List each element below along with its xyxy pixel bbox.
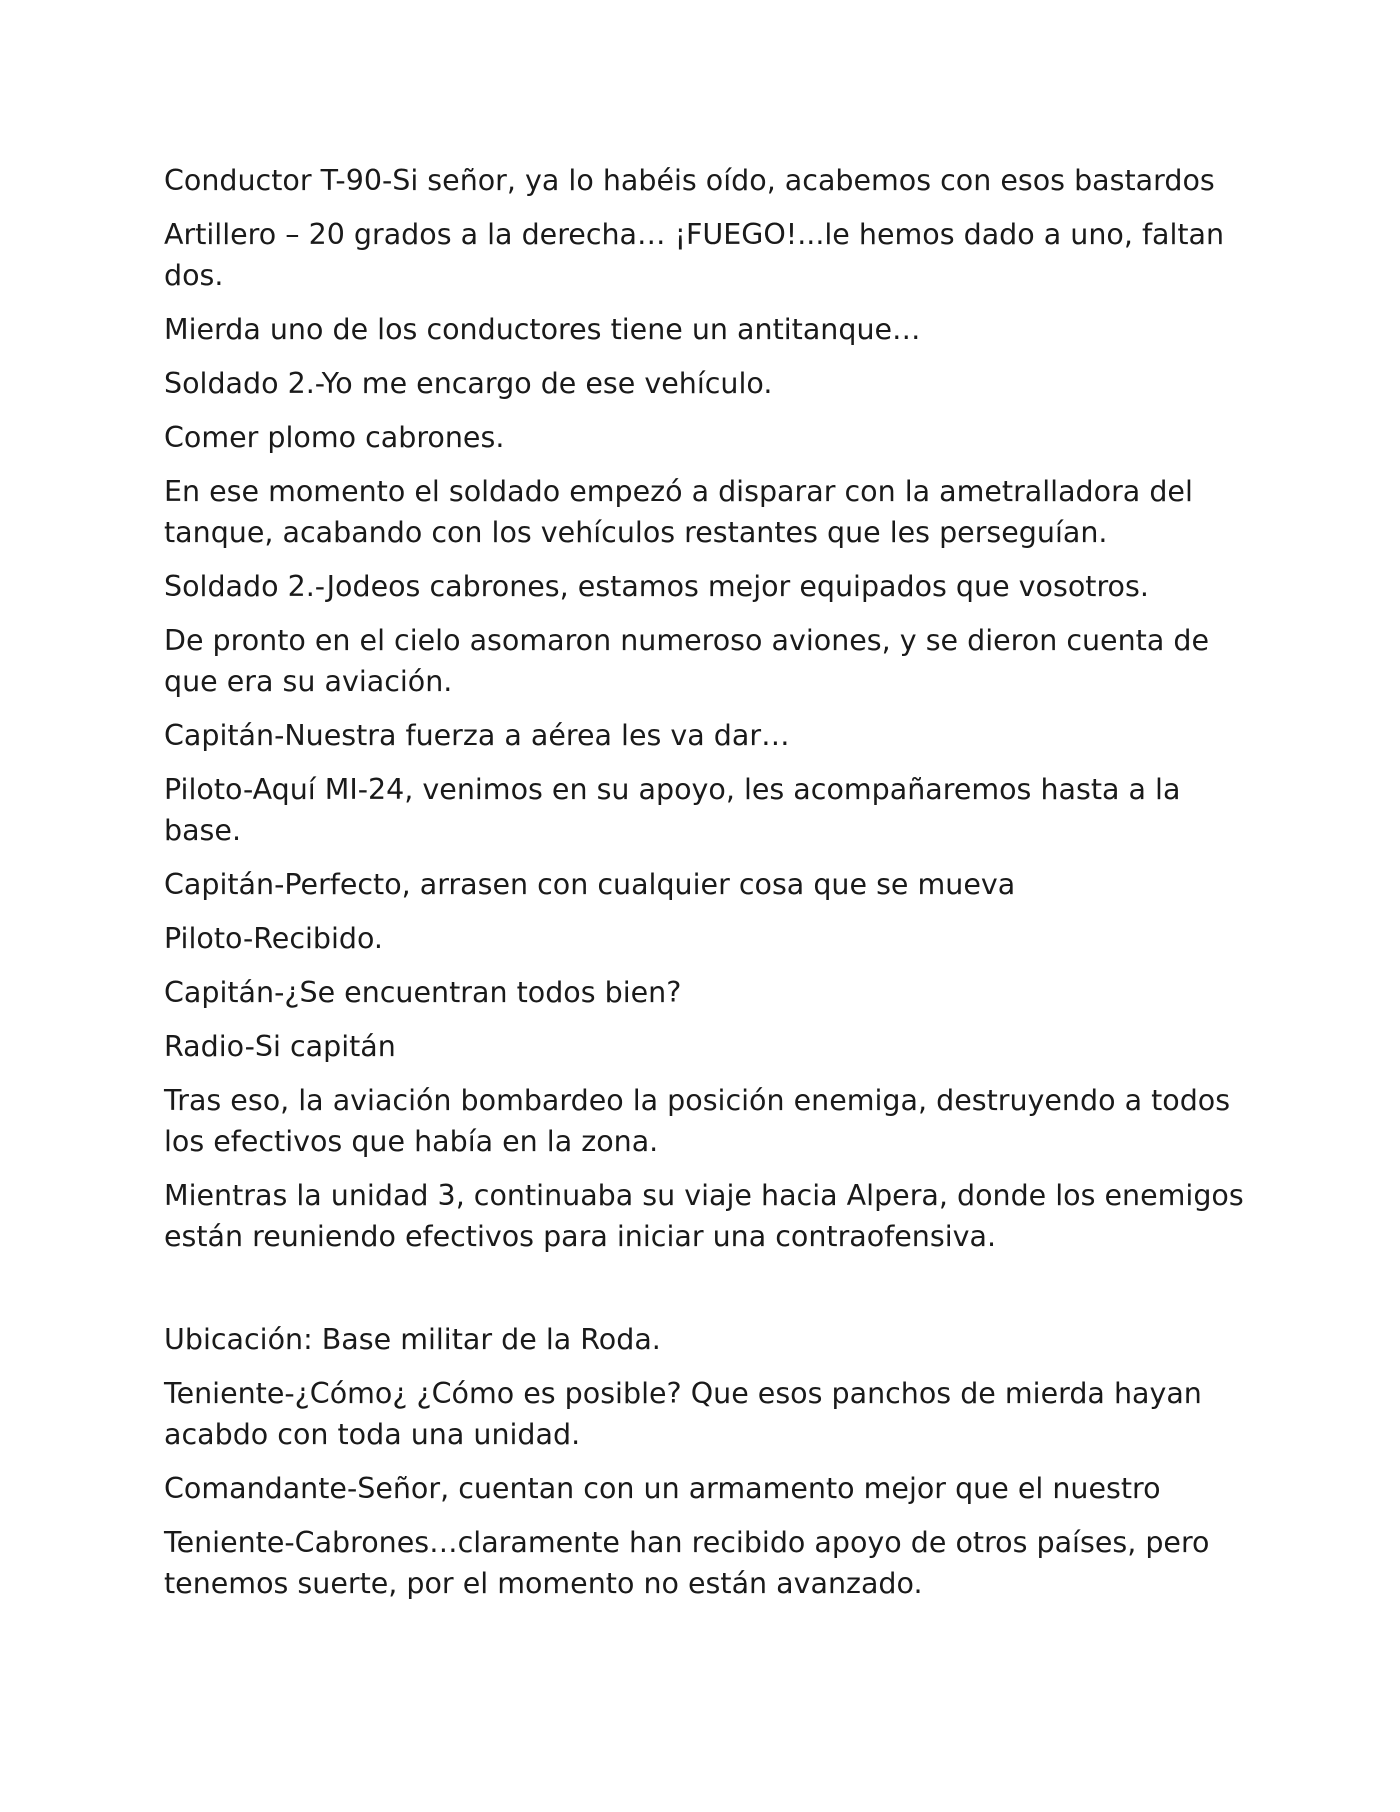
- paragraph: Capitán-Perfecto, arrasen con cualquier cosa que se mueva: [164, 868, 1016, 901]
- paragraph: Mientras la unidad 3, continuaba su viaje hacia Alpera, donde los enemigos están reuniendo efectivos para iniciar una contraofensiva.: [164, 1179, 1244, 1253]
- paragraph: Tras eso, la aviación bombardeo la posición enemiga, destruyendo a todos los efectivos que había en la zona.: [164, 1084, 1231, 1158]
- paragraph: De pronto en el cielo asomaron numeroso aviones, y se dieron cuenta de que era su aviación.: [164, 624, 1209, 698]
- paragraph: Conductor T-90-Si señor, ya lo habéis oído, acabemos con esos bastardos: [164, 164, 1215, 197]
- paragraph: En ese momento el soldado empezó a disparar con la ametralladora del tanque, acabando con los vehículos restantes que les perseguían.: [164, 475, 1193, 549]
- paragraph: Artillero – 20 grados a la derecha… ¡FUEGO!...le hemos dado a uno, faltan dos.: [164, 218, 1225, 292]
- paragraph: Piloto-Recibido.: [164, 922, 383, 955]
- document-body: [164, 160, 1244, 1617]
- paragraph: Piloto-Aquí MI-24, venimos en su apoyo, les acompañaremos hasta a la base.: [164, 773, 1181, 847]
- paragraph: Mierda uno de los conductores tiene un antitanque…: [164, 313, 921, 346]
- paragraph: Teniente-¿Cómo¿ ¿Cómo es posible? Que esos panchos de mierda hayan acabdo con toda una unidad.: [164, 1377, 1202, 1451]
- paragraph: Soldado 2.-Yo me encargo de ese vehículo.: [164, 367, 773, 400]
- paragraph: Soldado 2.-Jodeos cabrones, estamos mejor equipados que vosotros.: [164, 570, 1149, 603]
- paragraph: Comandante-Señor, cuentan con un armamento mejor que el nuestro: [164, 1472, 1161, 1505]
- paragraph: Teniente-Cabrones…claramente han recibido apoyo de otros países, pero tenemos suerte, por el momento no están avanzado.: [164, 1526, 1210, 1600]
- paragraph: Capitán-¿Se encuentran todos bien?: [164, 976, 682, 1009]
- paragraph: Radio-Si capitán: [164, 1030, 396, 1063]
- location-heading: Ubicación: Base militar de la Roda.: [164, 1323, 661, 1356]
- paragraph: Comer plomo cabrones.: [164, 421, 505, 454]
- paragraph: Capitán-Nuestra fuerza a aérea les va dar…: [164, 719, 790, 752]
